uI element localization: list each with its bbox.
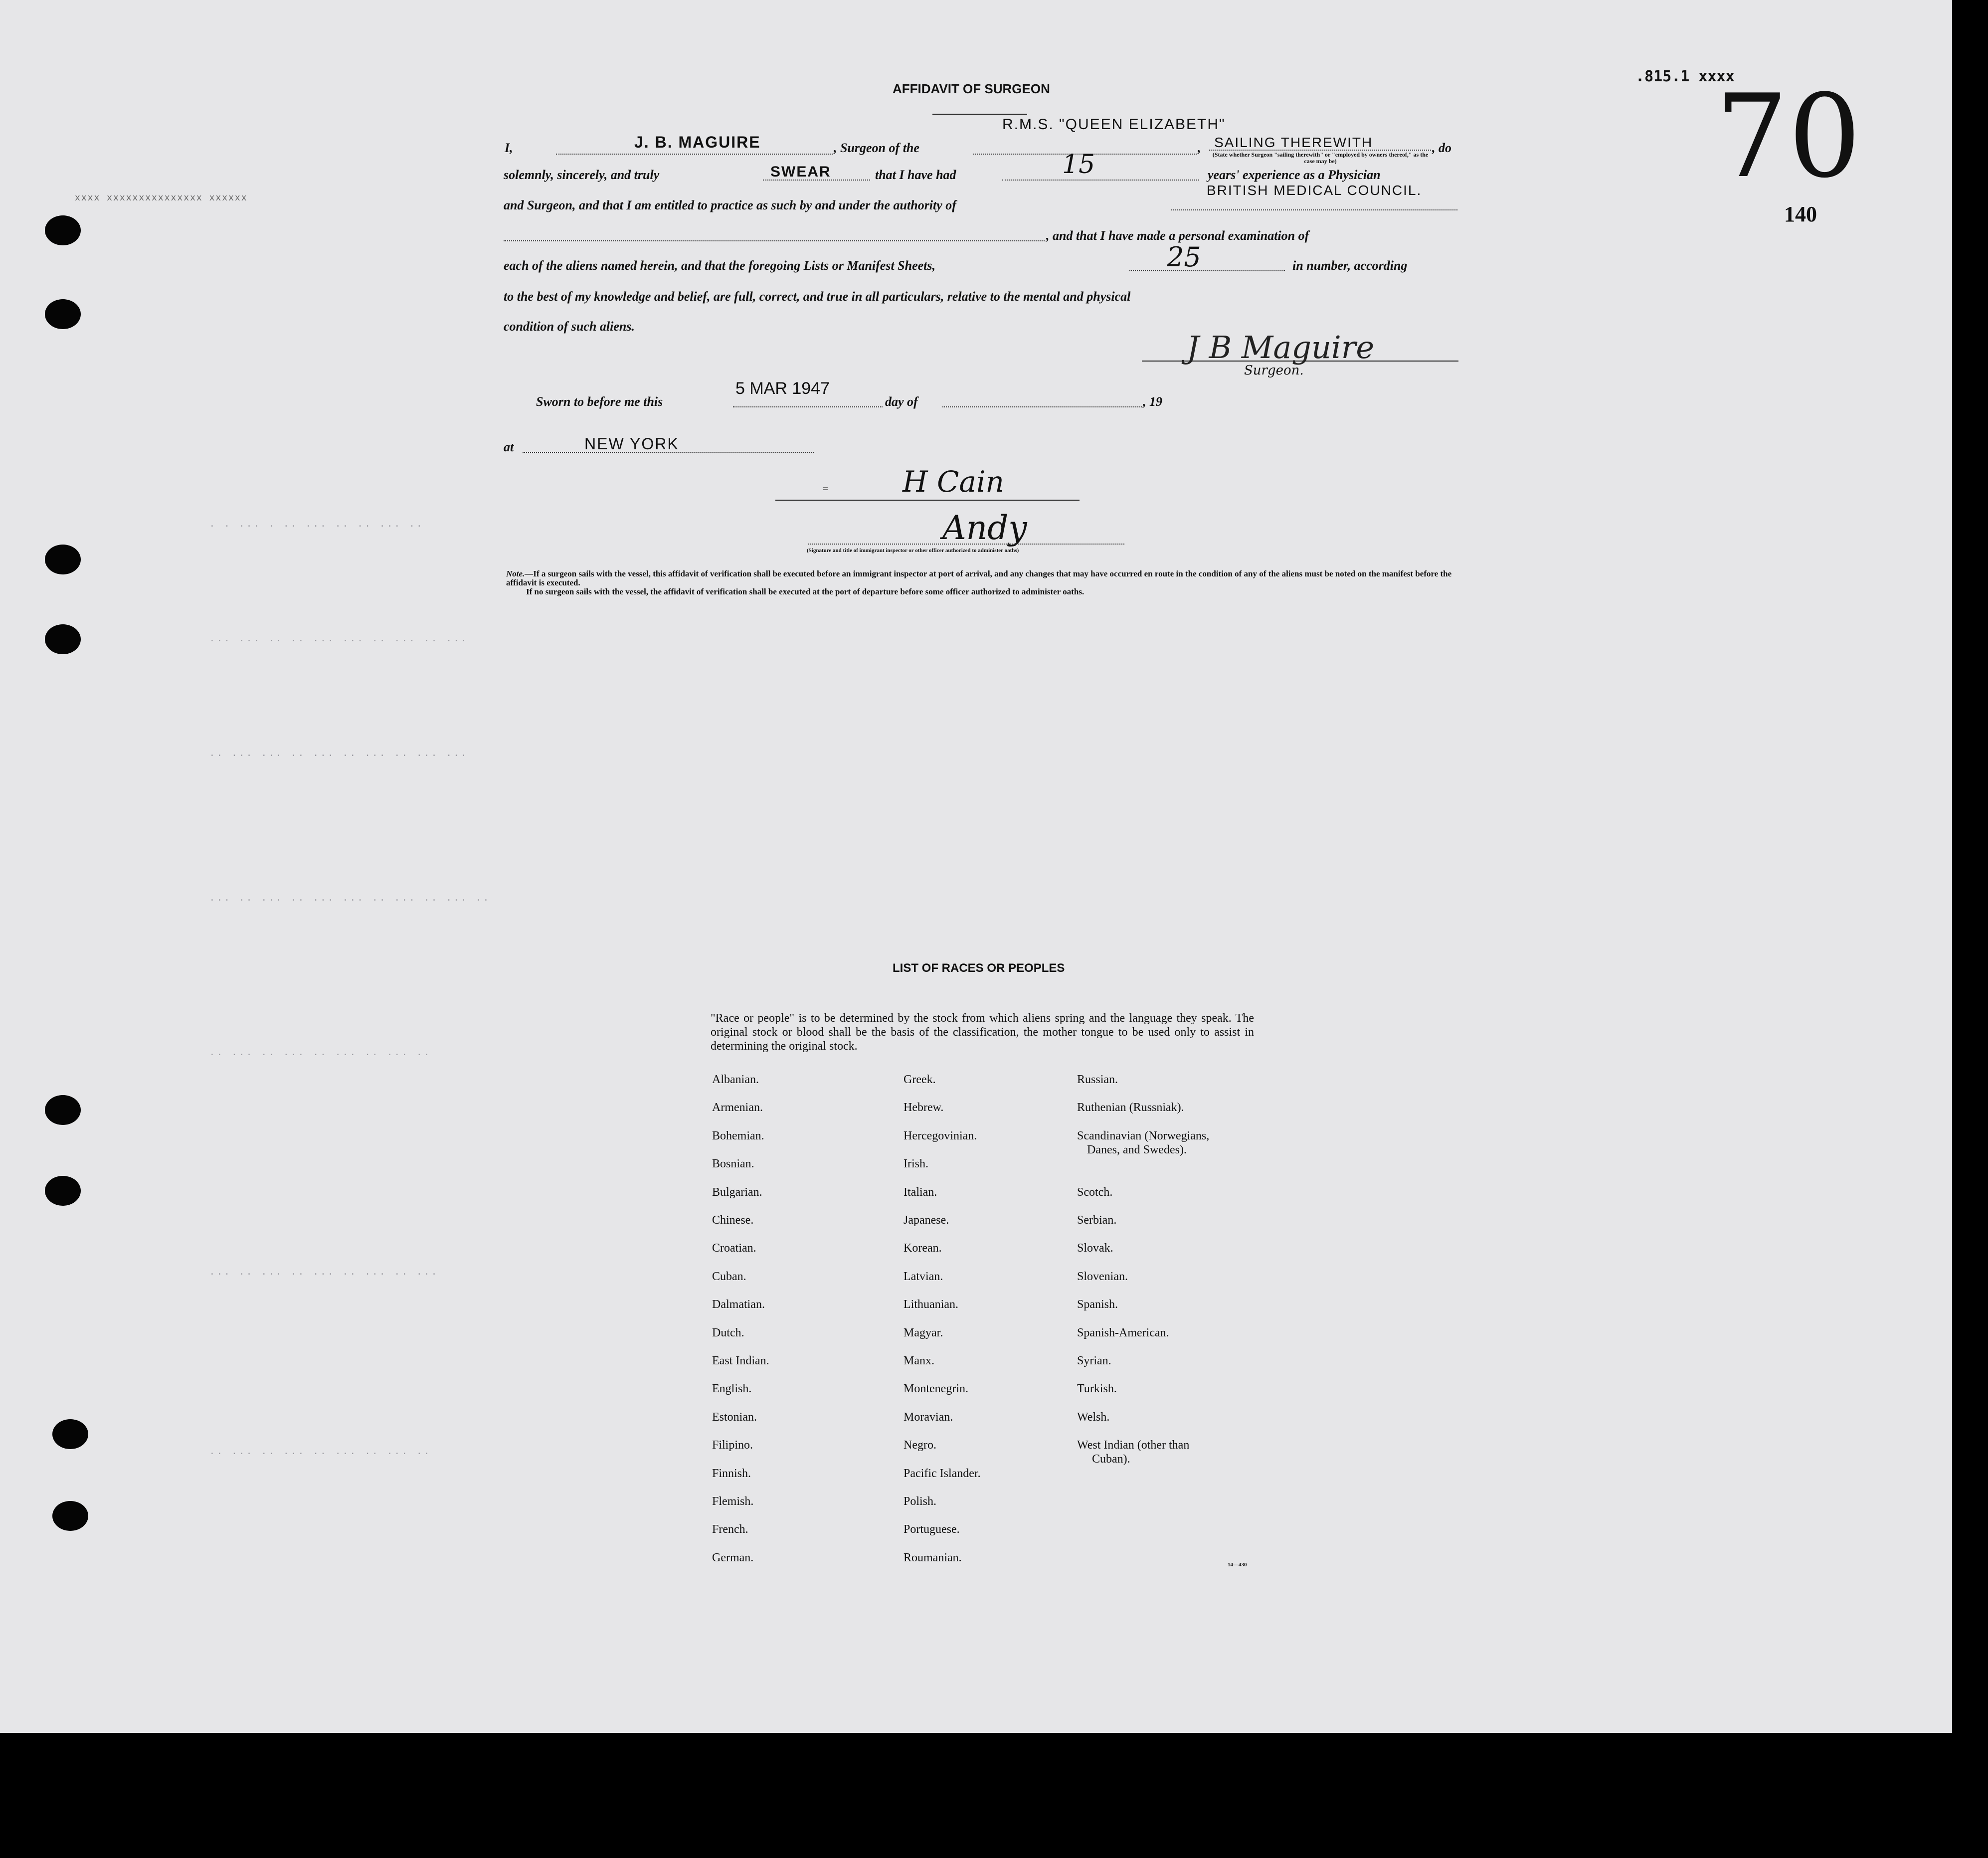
race-item: Dutch. [712,1326,744,1339]
race-item: English. [712,1382,752,1395]
race-item: Spanish-American. [1077,1326,1169,1339]
race-item: German. [712,1551,754,1564]
race-item: Flemish. [712,1495,754,1508]
surgeon-name: J. B. MAGUIRE [634,133,761,151]
bleed-through-marks: ... .. ... .. ... .. ... .. ... [209,1267,439,1277]
race-item: Manx. [904,1354,934,1367]
authority: BRITISH MEDICAL COUNCIL. [1207,183,1422,198]
surgeon-name-line [556,154,833,155]
race-item: Bulgarian. [712,1186,762,1199]
race-item: Korean. [904,1242,942,1255]
race-item: Welsh. [1077,1411,1110,1424]
note-text [506,569,1459,596]
race-item: Bosnian. [712,1157,754,1170]
race-item: Spanish. [1077,1298,1118,1311]
race-item: Latvian. [904,1270,943,1283]
inspector-line-2 [808,544,1124,545]
handwritten-number: 70 [1715,70,1861,203]
race-item: Polish. [904,1495,937,1508]
race-item: Scandinavian (Norwegians, [1077,1129,1210,1142]
race-item: Russian. [1077,1073,1118,1086]
race-item: Roumanian. [904,1551,962,1564]
bleed-through-marks: .. ... .. ... .. ... .. ... .. [209,1446,432,1457]
punch-hole [45,624,81,654]
race-item-continued: Cuban). [1092,1453,1130,1466]
sailing-status: SAILING THEREWITH [1214,135,1373,150]
oath-i-label: I, [505,141,513,155]
race-item: Filipino. [712,1439,753,1452]
surgeon-of-label: , Surgeon of the [834,141,919,155]
sworn-date-line [733,406,883,407]
race-item: Greek. [904,1073,936,1086]
sailing-note: (State whether Surgeon "sailing therewith" or "employed by owners thereof," as the case may be) [1212,151,1429,165]
in-number-label: in number, according [1292,258,1408,273]
race-item: Turkish. [1077,1382,1117,1395]
punch-hole [45,299,81,329]
sworn-label: Sworn to before me this [536,394,663,409]
inspector-line-1 [775,500,1080,501]
punch-hole [45,215,81,245]
condition-label: condition of such aliens. [504,319,635,334]
race-item: Syrian. [1077,1354,1111,1367]
punch-hole [45,1095,81,1125]
race-item: Hercegovinian. [904,1129,977,1142]
bleed-through-marks: xxxx xxxxxxxxxxxxxxx xxxxxx [75,192,248,203]
sheet-number: 140 [1784,202,1817,226]
place: NEW YORK [584,435,679,453]
note-body-2: If no surgeon sails with the vessel, the affidavit of verification shall be executed at the port of departure before some officer authorized to administer oaths. [526,587,1084,596]
punch-hole [45,1176,81,1206]
race-item: Cuban. [712,1270,746,1283]
years-line [1002,180,1199,181]
punch-hole [52,1501,88,1531]
race-item: Armenian. [712,1101,763,1114]
day-of-label: day of [885,394,918,409]
punch-hole [45,545,81,574]
race-item: Slovak. [1077,1242,1113,1255]
comma: , [1198,141,1201,155]
race-item: Estonian. [712,1411,757,1424]
race-item: Moravian. [904,1411,953,1424]
race-item-continued: Danes, and Swedes). [1087,1143,1187,1156]
entitled-label: and Surgeon, and that I am entitled to practice as such by and under the authority of [504,198,956,212]
aliens-named-label: each of the aliens named herein, and that the foregoing Lists or Manifest Sheets, [504,258,936,273]
month-line [942,406,1142,407]
sheets-line [1129,270,1285,271]
note-label: Note.— [506,569,534,578]
punch-hole [52,1419,88,1449]
race-item: Serbian. [1077,1214,1117,1227]
examination-label: , and that I have made a personal examination of [1046,228,1309,243]
race-item: Dalmatian. [712,1298,765,1311]
race-item: Finnish. [712,1467,751,1480]
years-experience-label: years' experience as a Physician [1208,168,1381,182]
race-item: Negro. [904,1439,936,1452]
years-experience: 15 [1062,150,1095,180]
bleed-through-marks: ... .. ... .. ... ... .. ... .. ... .. [209,893,491,903]
vessel-name: R.M.S. "QUEEN ELIZABETH" [1002,116,1226,133]
race-item: Japanese. [904,1214,949,1227]
solemnly-label: solemnly, sincerely, and truly [504,168,660,182]
race-item: Pacific Islander. [904,1467,981,1480]
races-title: LIST OF RACES OR PEOPLES [893,961,1065,975]
race-item: Lithuanian. [904,1298,958,1311]
form-number: 14—430 [1228,1562,1247,1568]
bleed-through-marks: .. ... ... .. ... .. ... .. ... ... [209,748,469,758]
title-underline [932,114,1027,115]
bleed-through-marks: . . ... . .. ... .. .. ... .. [209,519,424,529]
race-item: Slovenian. [1077,1270,1128,1283]
race-item: Ruthenian (Russniak). [1077,1101,1184,1114]
race-item: West Indian (other than [1077,1439,1190,1452]
race-item: Irish. [904,1157,928,1170]
at-label: at [504,440,514,454]
authority-line-2 [504,240,1045,241]
signature-caption: Surgeon. [1244,363,1304,378]
race-item: Italian. [904,1186,937,1199]
bleed-through-marks: ... ... .. .. ... ... .. ... .. ... [209,633,469,644]
race-item: Chinese. [712,1214,754,1227]
race-item: Hebrew. [904,1101,944,1114]
surgeon-signature: J B Maguire [1187,329,1375,366]
top-right-mark: .815.1 xxxx [1635,68,1735,85]
i-have-had-label: that I have had [875,168,956,182]
race-item: Scotch. [1077,1186,1113,1199]
race-item: Croatian. [712,1242,756,1255]
races-intro: "Race or people" is to be determined by the stock from which aliens spring and the language they speak. The original stock or blood shall be the basis of the classification, the mother tongue to be used only to assist in determining the original stock. [711,1012,1254,1053]
race-item: Montenegrin. [904,1382,968,1395]
race-item: Bohemian. [712,1129,764,1142]
race-item: French. [712,1523,748,1536]
sheet-count: 25 [1167,241,1201,273]
inspector-signature: Andy [942,509,1027,547]
race-item: Magyar. [904,1326,943,1339]
race-item: Albanian. [712,1073,759,1086]
race-item: Portuguese. [904,1523,960,1536]
sworn-date: 5 MAR 1947 [735,379,830,398]
race-item: East Indian. [712,1354,769,1367]
knowledge-label: to the best of my knowledge and belief, are full, correct, and true in all particulars, relative to the mental and physical [504,289,1131,304]
affidavit-title: AFFIDAVIT OF SURGEON [893,81,1050,96]
do-label: , do [1432,141,1451,155]
note-body: If a surgeon sails with the vessel, this affidavit of verification shall be executed before an immigrant inspector at port of arrival, and any changes that may have occurred en route in the condition of any of the aliens must be noted on the manifest before the affidavit is executed. [506,569,1452,587]
inspector-initials: H Cain [903,465,1004,499]
bleed-through-marks: .. ... .. ... .. ... .. ... .. [209,1047,432,1058]
authority-line [1171,209,1457,210]
inspector-mark: = [823,484,829,495]
year-prefix: , 19 [1143,394,1162,409]
inspector-caption: (Signature and title of immigrant inspector or other officer authorized to administer oaths) [807,548,1019,554]
oath-type: SWEAR [770,164,831,180]
